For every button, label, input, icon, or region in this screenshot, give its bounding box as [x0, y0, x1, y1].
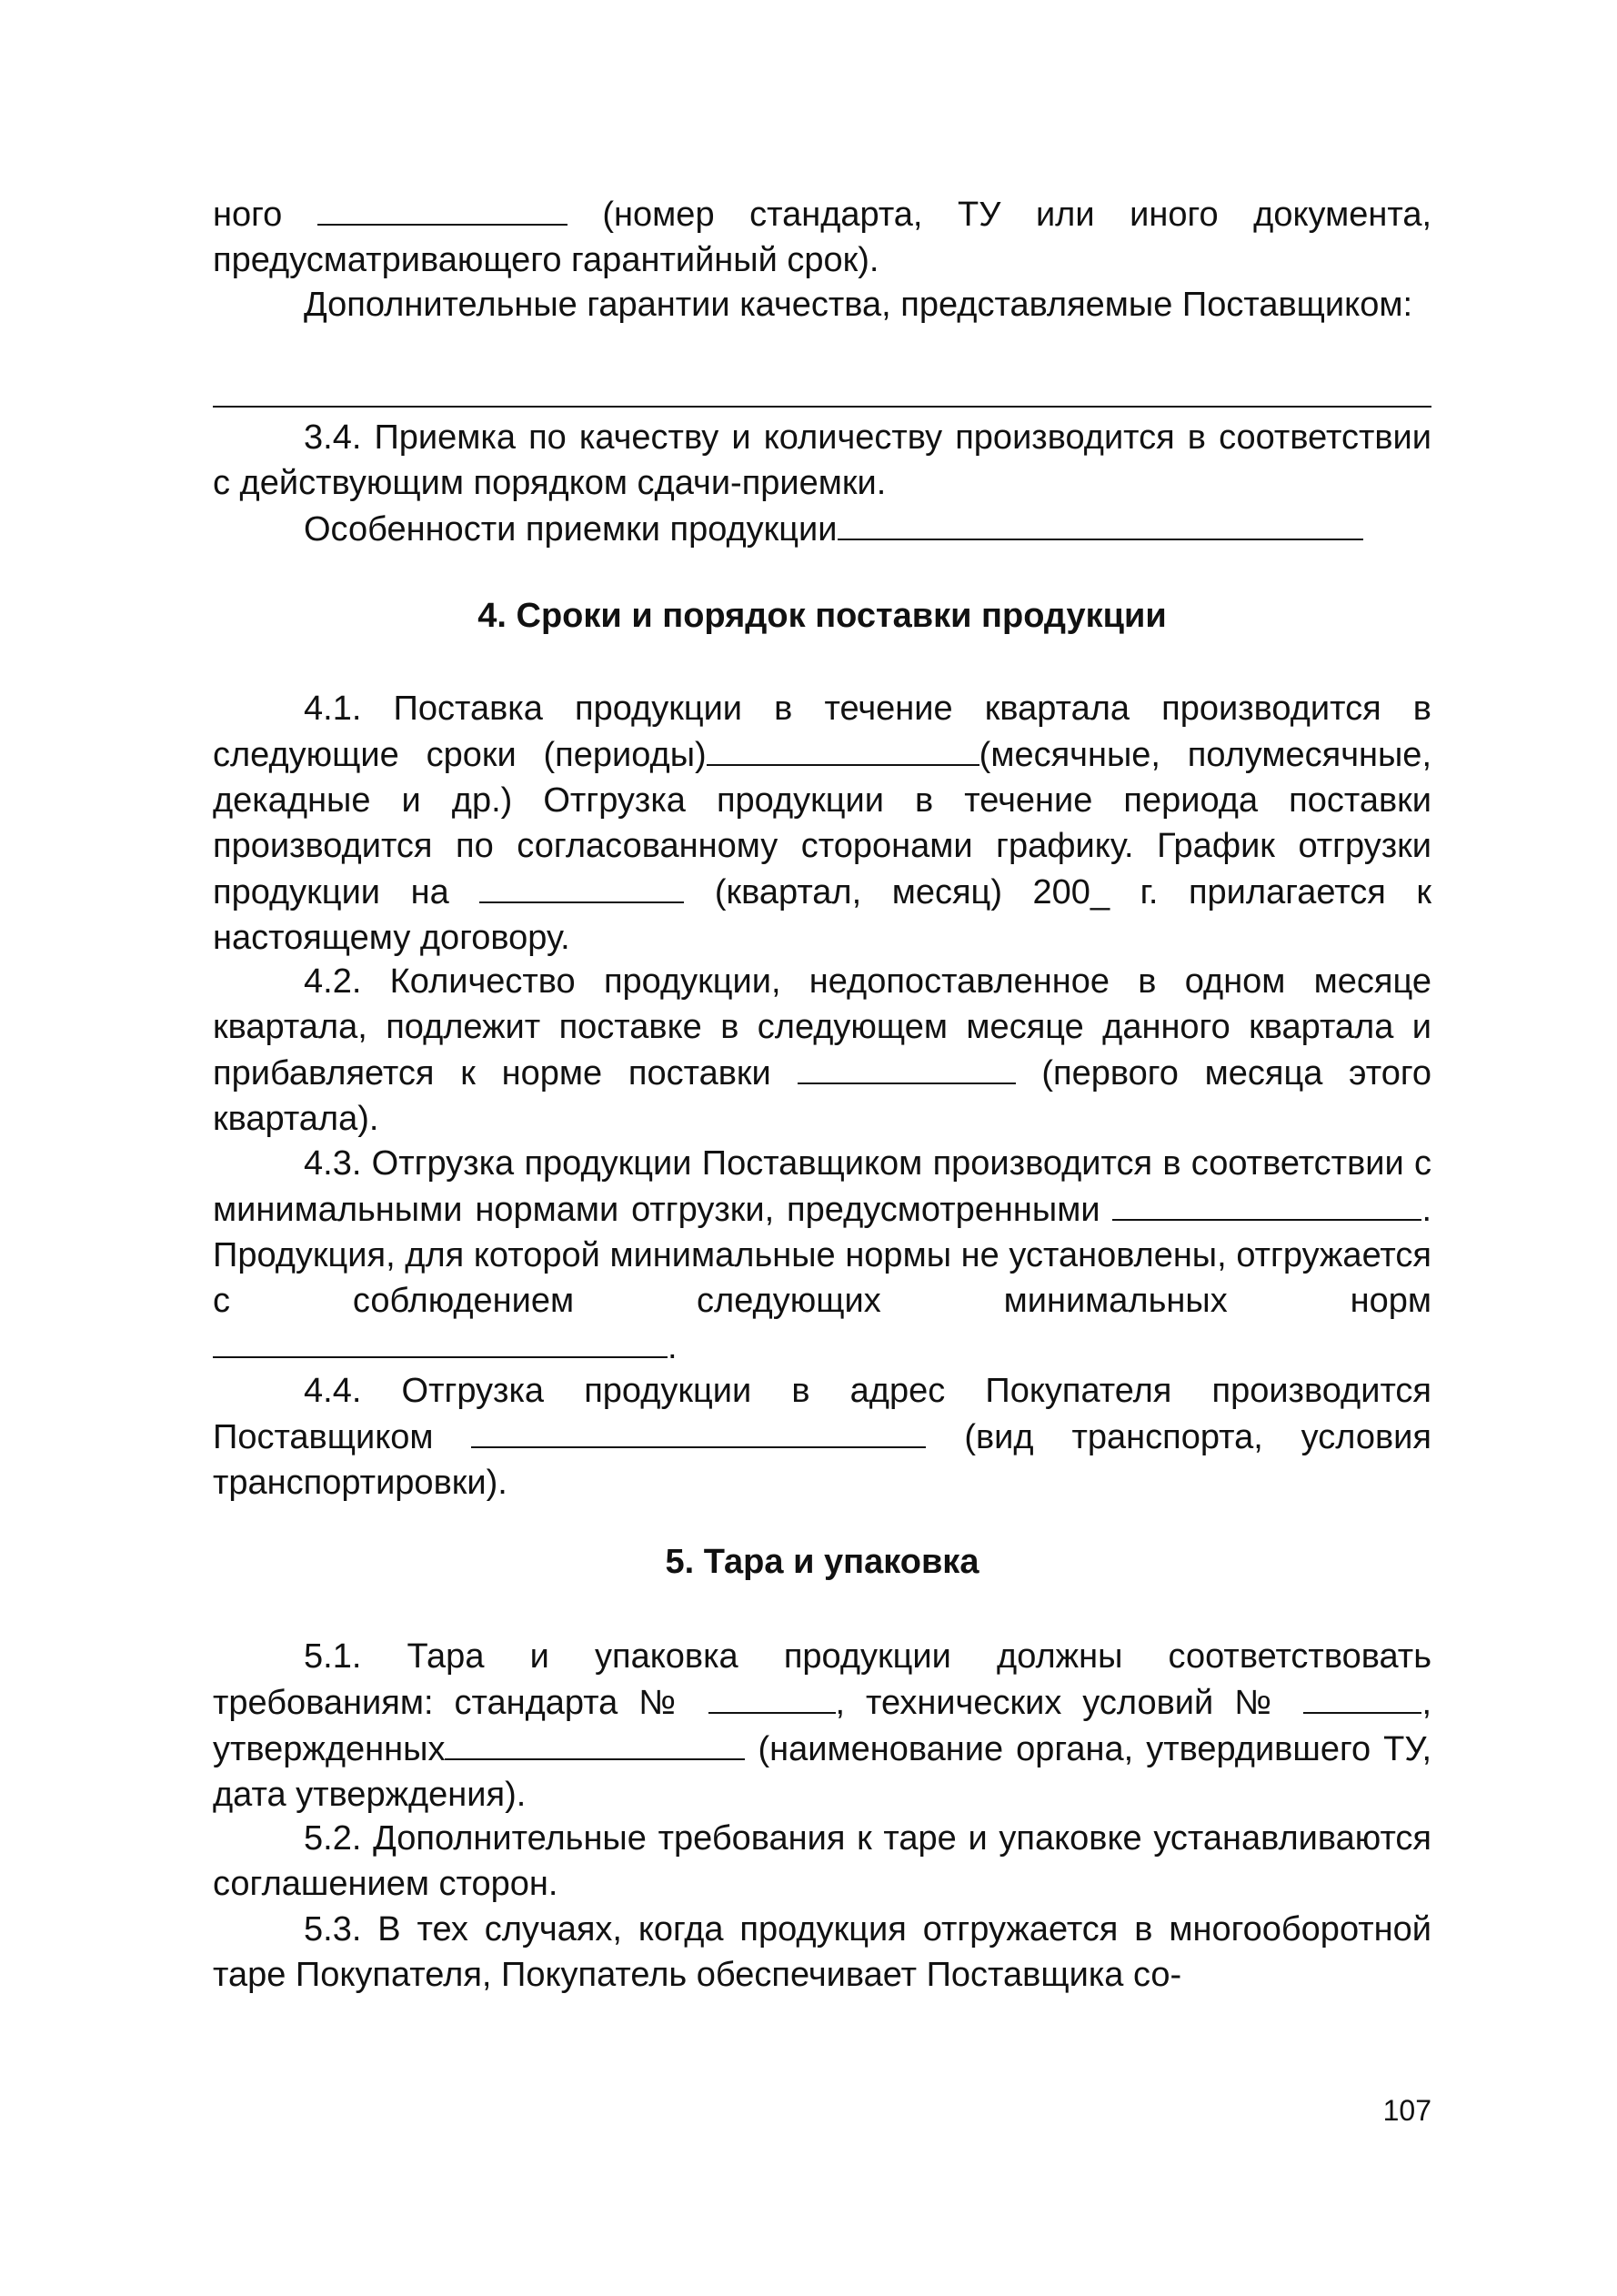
paragraph-5-1: [213, 1634, 1431, 1818]
paragraph-3-4: 3.4. Приемка по качеству и количеству производится в соответствии с действующим порядком сдачи-приемки.: [213, 418, 1431, 502]
text: 4.3. Отгрузка продукции Поставщиком производится в соответствии с минимальными нормами отгрузки, предусмотренными: [213, 1144, 1431, 1229]
fill-line: [213, 406, 1431, 408]
text: 5.1. Тара и упаковка продукции должны соответствовать требованиям: стандарта №: [213, 1637, 1431, 1722]
text: 4.4. Отгрузка продукции в адрес Покупателя производится Поставщиком: [213, 1372, 1431, 1456]
text: (номер стандарта, ТУ или иного документа, предусматривающего гарантийный срок).: [213, 196, 1432, 279]
paragraph-4-1: [213, 686, 1431, 961]
fill-blank: [479, 869, 684, 903]
fill-blank: [471, 1414, 926, 1448]
text: 4.1. Поставка продукции в течение квартала производится в следующие сроки (периоды): [213, 690, 1431, 774]
text: .: [668, 1328, 678, 1366]
fill-blank: [445, 1726, 745, 1760]
paragraph-5-3: 5.3. В тех случаях, когда продукция отгружается в многооборотной таре Покупателя, Покупатель обеспечивает Поставщика со-: [213, 1910, 1431, 1994]
text: (квартал, месяц) 200_ г. прилагается к настоящему договору.: [213, 873, 1431, 957]
text: (вид транспорта, условия транспортировки).: [213, 1418, 1431, 1502]
paragraph-acceptance-features: [213, 506, 1431, 552]
text: . Продукция, для которой минимальные нормы не установлены, отгружается с соблюдением следующих минимальных норм: [213, 1191, 1431, 1320]
fill-blank: [707, 731, 979, 766]
paragraph-4-2: [213, 959, 1431, 1142]
page-number: 107: [1382, 2094, 1431, 2127]
text: (наименование органа, утвердившего ТУ, дата утверждения).: [213, 1730, 1431, 1814]
text: ного: [213, 196, 283, 234]
paragraph-extra-guarantees: Дополнительные гарантии качества, представляемые Поставщиком:: [304, 286, 1413, 324]
text: (первого месяца этого квартала).: [213, 1054, 1431, 1138]
text: , утвержденных: [213, 1684, 1432, 1768]
paragraph-3-3-tail: [213, 191, 1431, 283]
fill-blank: [213, 1324, 668, 1358]
text: 4.2. Количество продукции, недопоставленное в одном месяце квартала, подлежит поставке в следующем месяце данного квартала и прибавляется к норме поставки: [213, 962, 1431, 1093]
fill-blank: [708, 1679, 836, 1714]
section-heading-5: 5. Тара и упаковка: [665, 1543, 979, 1581]
fill-blank: [1112, 1186, 1421, 1221]
paragraph-4-4: [213, 1368, 1431, 1505]
fill-blank: [1303, 1679, 1421, 1714]
section-heading-4: 4. Сроки и порядок поставки продукции: [477, 597, 1167, 635]
paragraph-4-3: [213, 1141, 1431, 1370]
text: , технических условий №: [835, 1684, 1283, 1722]
text: (месячные, полумесячные, декадные и др.) Отгрузка продукции в течение периода поставки производится по согласованному сторонами графику. График отгрузки продукции на: [213, 736, 1431, 911]
text: Особенности приемки продукции: [304, 510, 838, 549]
fill-blank: [838, 506, 1363, 540]
fill-blank: [317, 191, 567, 226]
fill-blank: [798, 1050, 1016, 1084]
paragraph-5-2: 5.2. Дополнительные требования к таре и упаковке устанавливаются соглашением сторон.: [213, 1819, 1431, 1903]
